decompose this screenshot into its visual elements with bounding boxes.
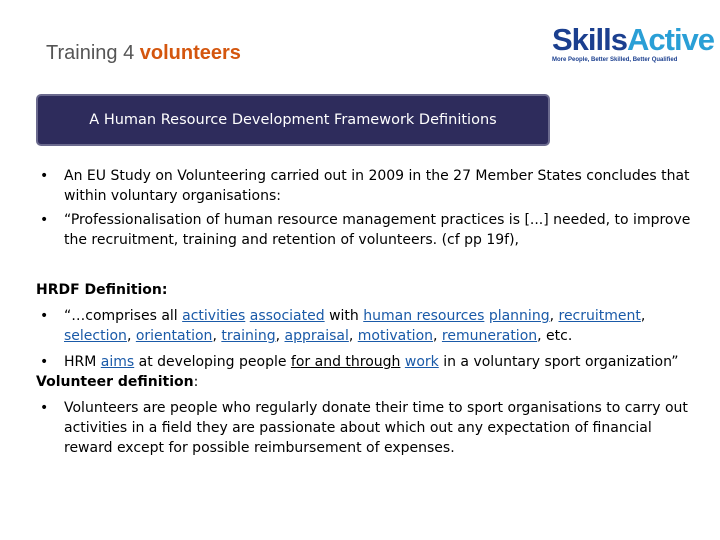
intro-text-1: An EU Study on Volunteering carried out in 2009 in the 27 Member States concludes that within voluntary organisations: — [64, 168, 690, 204]
link-activities[interactable]: activities — [182, 308, 246, 324]
underlined-for-and-through: for and through — [290, 354, 401, 370]
hrdf-text: , — [212, 328, 222, 344]
section-banner — [38, 96, 548, 144]
slide-body — [36, 166, 700, 458]
hrdf-bullet-2 — [36, 352, 700, 372]
title-accent: volunteers — [139, 42, 241, 64]
bullet-icon: • — [40, 400, 49, 416]
hrdf-text: , — [549, 308, 559, 324]
hrdf-text: with — [324, 308, 364, 324]
hrm-text: in a voluntary sport organization” — [438, 354, 679, 370]
hrm-text: at developing people — [134, 354, 291, 370]
banner-text: A Human Resource Development Framework Definitions — [89, 112, 497, 128]
intro-text-2: “Professionalisation of human resource management practices is [...] needed, to improve the recruitment, training and retention of volunteers. (cf pp 19f), — [64, 212, 691, 248]
slide-title — [46, 42, 241, 65]
link-aims[interactable]: aims — [100, 354, 135, 370]
link-selection[interactable]: selection — [64, 328, 127, 344]
logo-tagline: More People, Better Skilled, Better Qualified — [552, 57, 678, 63]
hrdf-text: , etc. — [537, 328, 573, 344]
logo-word-active: Active — [627, 22, 715, 57]
bullet-icon: • — [40, 308, 49, 324]
hrdf-text: , — [348, 328, 358, 344]
skillsactive-logo — [552, 22, 715, 63]
link-planning[interactable]: planning — [488, 308, 550, 324]
volunteer-bullet — [36, 398, 700, 458]
link-associated[interactable]: associated — [249, 308, 325, 324]
intro-bullet-1 — [36, 166, 700, 206]
hrdf-text: , — [433, 328, 442, 344]
link-appraisal[interactable]: appraisal — [284, 328, 349, 344]
hrdf-text: , — [275, 328, 285, 344]
hrdf-bullet-1 — [36, 306, 700, 346]
link-motivation[interactable]: motivation — [357, 328, 434, 344]
logo-wordmark — [552, 22, 715, 57]
volunteer-heading-colon: : — [193, 374, 199, 390]
intro-bullet-2 — [36, 210, 700, 250]
hrdf-heading: HRDF Definition: — [36, 282, 168, 298]
bullet-icon: • — [40, 354, 49, 370]
hrm-text: HRM — [64, 354, 101, 370]
title-prefix: Training 4 — [46, 42, 140, 64]
link-human-resources[interactable]: human resources — [363, 308, 485, 324]
link-orientation[interactable]: orientation — [135, 328, 213, 344]
hrdf-text: , — [640, 308, 646, 324]
hrdf-text: “…comprises all — [64, 308, 183, 324]
logo-word-skills: Skills — [552, 22, 627, 57]
volunteer-heading-label: Volunteer definition — [36, 374, 194, 390]
hrdf-text: , — [126, 328, 136, 344]
link-training[interactable]: training — [221, 328, 276, 344]
bullet-icon: • — [40, 212, 49, 228]
link-work[interactable]: work — [404, 354, 439, 370]
link-recruitment[interactable]: recruitment — [558, 308, 641, 324]
volunteer-text: Volunteers are people who regularly donate their time to sport organisations to carry out activities in a field they are passionate about which out any expectation of financial reward except for possible reimbursement of expenses. — [64, 400, 688, 456]
bullet-icon: • — [40, 168, 49, 184]
link-remuneration[interactable]: remuneration — [441, 328, 538, 344]
volunteer-heading — [36, 372, 700, 392]
